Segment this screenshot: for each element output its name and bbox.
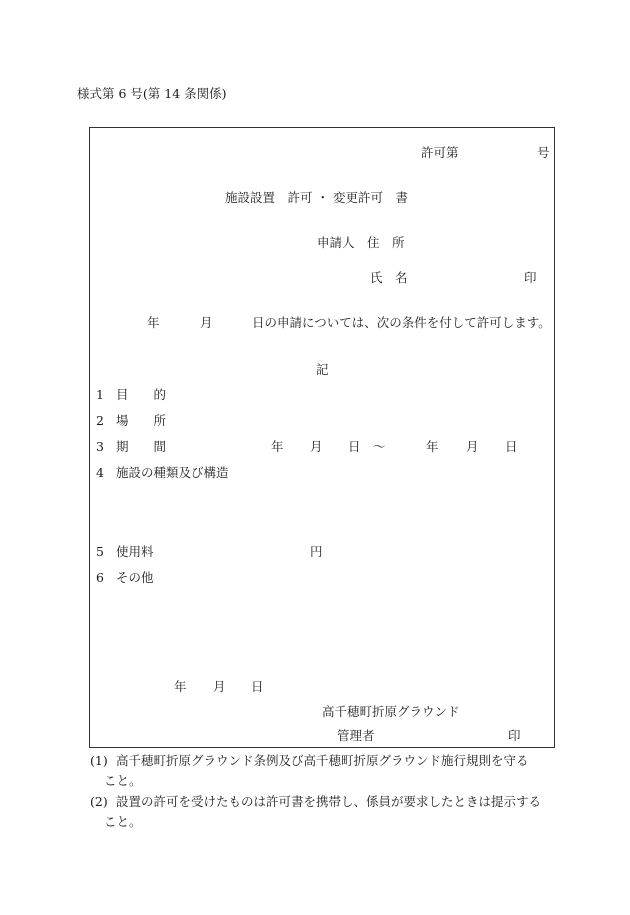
form-number-label: 様式第 6 号(第 14 条関係) [77, 86, 227, 101]
issue-date-day: 日 [251, 679, 264, 694]
item-facility-type-label: 施設の種類及び構造 [116, 465, 229, 480]
period-end-year: 年 [426, 439, 439, 454]
request-date-year: 年 [147, 315, 160, 330]
manager-seal-mark: 印 [508, 728, 521, 743]
item-purpose-label: 目 的 [116, 387, 167, 402]
item-number: 2 [96, 413, 104, 428]
applicant-address-label: 申請人 住 所 [317, 235, 405, 250]
item-number: 6 [96, 570, 104, 585]
issuer-organization: 高千穂町折原グラウンド [322, 704, 460, 719]
item-other-label: その他 [116, 570, 154, 585]
note-text: 高千穂町折原グラウンド条例及び高千穂町折原グラウンド施行規則を守る [116, 753, 529, 768]
item-number: 5 [96, 544, 104, 559]
item-number: 4 [96, 465, 104, 480]
note-text: 設置の許可を受けたものは許可書を携帯し、係員が要求したときは提示する [116, 794, 542, 809]
item-number: 1 [96, 387, 104, 402]
permit-form-box [89, 127, 555, 748]
period-start-month: 月 [310, 439, 323, 454]
period-start-year: 年 [271, 439, 284, 454]
manager-label: 管理者 [337, 728, 375, 743]
permit-number-suffix: 号 [537, 145, 550, 160]
note-item [90, 751, 570, 791]
note-text-continued: こと。 [104, 773, 142, 788]
item-fee-label: 使用料 [116, 544, 154, 559]
period-start-day: 日 [348, 439, 361, 454]
item-period-label: 期 間 [116, 439, 167, 454]
item-number: 3 [96, 439, 104, 454]
applicant-name-label: 氏 名 [370, 270, 408, 285]
issue-date-month: 月 [213, 679, 226, 694]
fee-unit: 円 [310, 544, 323, 559]
note-text-continued: こと。 [104, 814, 142, 829]
note-number: (1) [90, 753, 108, 768]
issue-date-year: 年 [174, 679, 187, 694]
note-item [90, 792, 570, 832]
seal-mark: 印 [524, 270, 537, 285]
period-tilde: ～ [373, 439, 386, 454]
item-location-label: 場 所 [116, 413, 167, 428]
permit-number-prefix: 許可第 [421, 145, 459, 160]
note-number: (2) [90, 794, 108, 809]
form-title: 施設設置 許可 ・ 変更許可 書 [225, 190, 408, 205]
period-end-day: 日 [505, 439, 518, 454]
request-text: 日の申請については、次の条件を付して許可します。 [252, 315, 551, 330]
period-end-month: 月 [466, 439, 479, 454]
request-date-month: 月 [200, 315, 213, 330]
record-label: 記 [316, 362, 329, 377]
